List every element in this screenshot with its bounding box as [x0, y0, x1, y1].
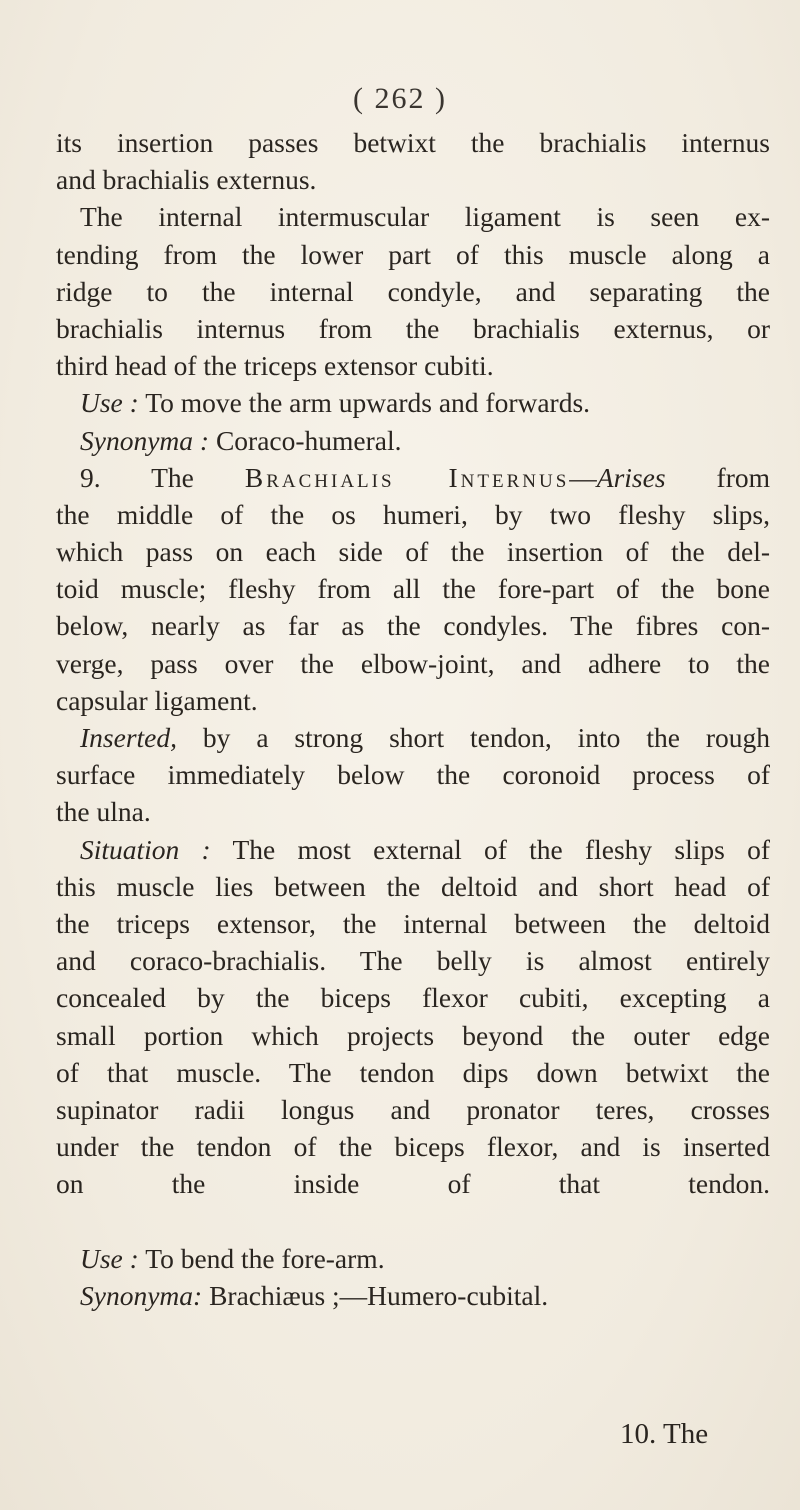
use-heading: Use : [80, 387, 139, 419]
text-line: surface immediately below the coronoid process of [56, 759, 770, 791]
text-line: and brachialis externus. [56, 164, 317, 196]
muscle-dash: — [569, 461, 597, 493]
situation-line [56, 831, 770, 868]
use-text: To bend the fore-arm. [145, 1242, 385, 1274]
text-line: and coraco-brachialis. The belly is almost entirely [56, 945, 770, 977]
synonyma-text: Brachiæus ;—Humero-cubital. [209, 1279, 549, 1311]
text-line: the ulna. [56, 796, 151, 828]
inserted-line [56, 719, 770, 756]
use-text: To move the arm upwards and forwards. [145, 387, 591, 419]
text-line: under the tendon of the biceps flexor, and is inserted [56, 1131, 770, 1163]
synonyma-line [56, 1277, 770, 1314]
use-line [56, 384, 770, 421]
text-line: brachialis internus from the brachialis externus, or [56, 312, 770, 344]
text-line: which pass on each side of the insertion of the del- [56, 536, 770, 568]
muscle-article: The [151, 461, 194, 493]
page-number: ( 262 ) [353, 82, 447, 115]
use-heading: Use : [80, 1242, 139, 1274]
catchword: 10. The [620, 1418, 709, 1450]
text-line: ridge to the internal condyle, and separating the [56, 275, 770, 307]
synonyma-heading: Synonyma : [80, 424, 210, 456]
text-line: toid muscle; fleshy from all the fore-part of the bone [56, 573, 770, 605]
muscle-number: 9. [80, 461, 101, 493]
text-line: capsular ligament. [56, 684, 258, 716]
muscle-heading-line [56, 459, 770, 496]
text-line: third head of the triceps extensor cubiti. [56, 350, 494, 382]
text-line: this muscle lies between the deltoid and short head of [56, 870, 770, 902]
inserted-text: by a strong short tendon, into the rough [177, 722, 770, 753]
text-line: its insertion passes betwixt the brachialis internus [56, 127, 770, 158]
synonyma-line [56, 422, 770, 459]
arises-text: from [716, 461, 770, 493]
muscle-name: Brachialis Internus [244, 461, 570, 493]
synonyma-text: Coraco-humeral. [215, 424, 402, 456]
text-line: the middle of the os humeri, by two fleshy slips, [56, 498, 770, 530]
text-line: below, nearly as far as the condyles. The fibres con- [56, 610, 770, 642]
text-line: The internal intermuscular ligament is seen ex- [80, 201, 770, 233]
text-line: supinator radii longus and pronator teres, crosses [56, 1093, 770, 1125]
text-line: concealed by the biceps flexor cubiti, excepting a [56, 982, 770, 1014]
situation-heading: Situation : [80, 833, 211, 865]
text-line: the triceps extensor, the internal between the deltoid [56, 907, 770, 939]
arises-heading: Arises [596, 461, 666, 493]
inserted-heading: Inserted, [80, 722, 177, 753]
text-line: of that muscle. The tendon dips down betwixt the [56, 1056, 770, 1088]
text-line: on the inside of that tendon. [56, 1168, 770, 1200]
text-line: small portion which projects beyond the outer edge [56, 1019, 770, 1051]
text-line: verge, pass over the elbow-joint, and adhere to the [56, 647, 770, 679]
synonyma-heading: Synonyma: [80, 1279, 203, 1311]
text-line: tending from the lower part of this muscle along a [56, 238, 770, 270]
situation-text: The most external of the fleshy slips of [232, 833, 770, 865]
body-text [56, 124, 770, 1314]
text-line [56, 1202, 770, 1239]
use-line [56, 1240, 770, 1277]
